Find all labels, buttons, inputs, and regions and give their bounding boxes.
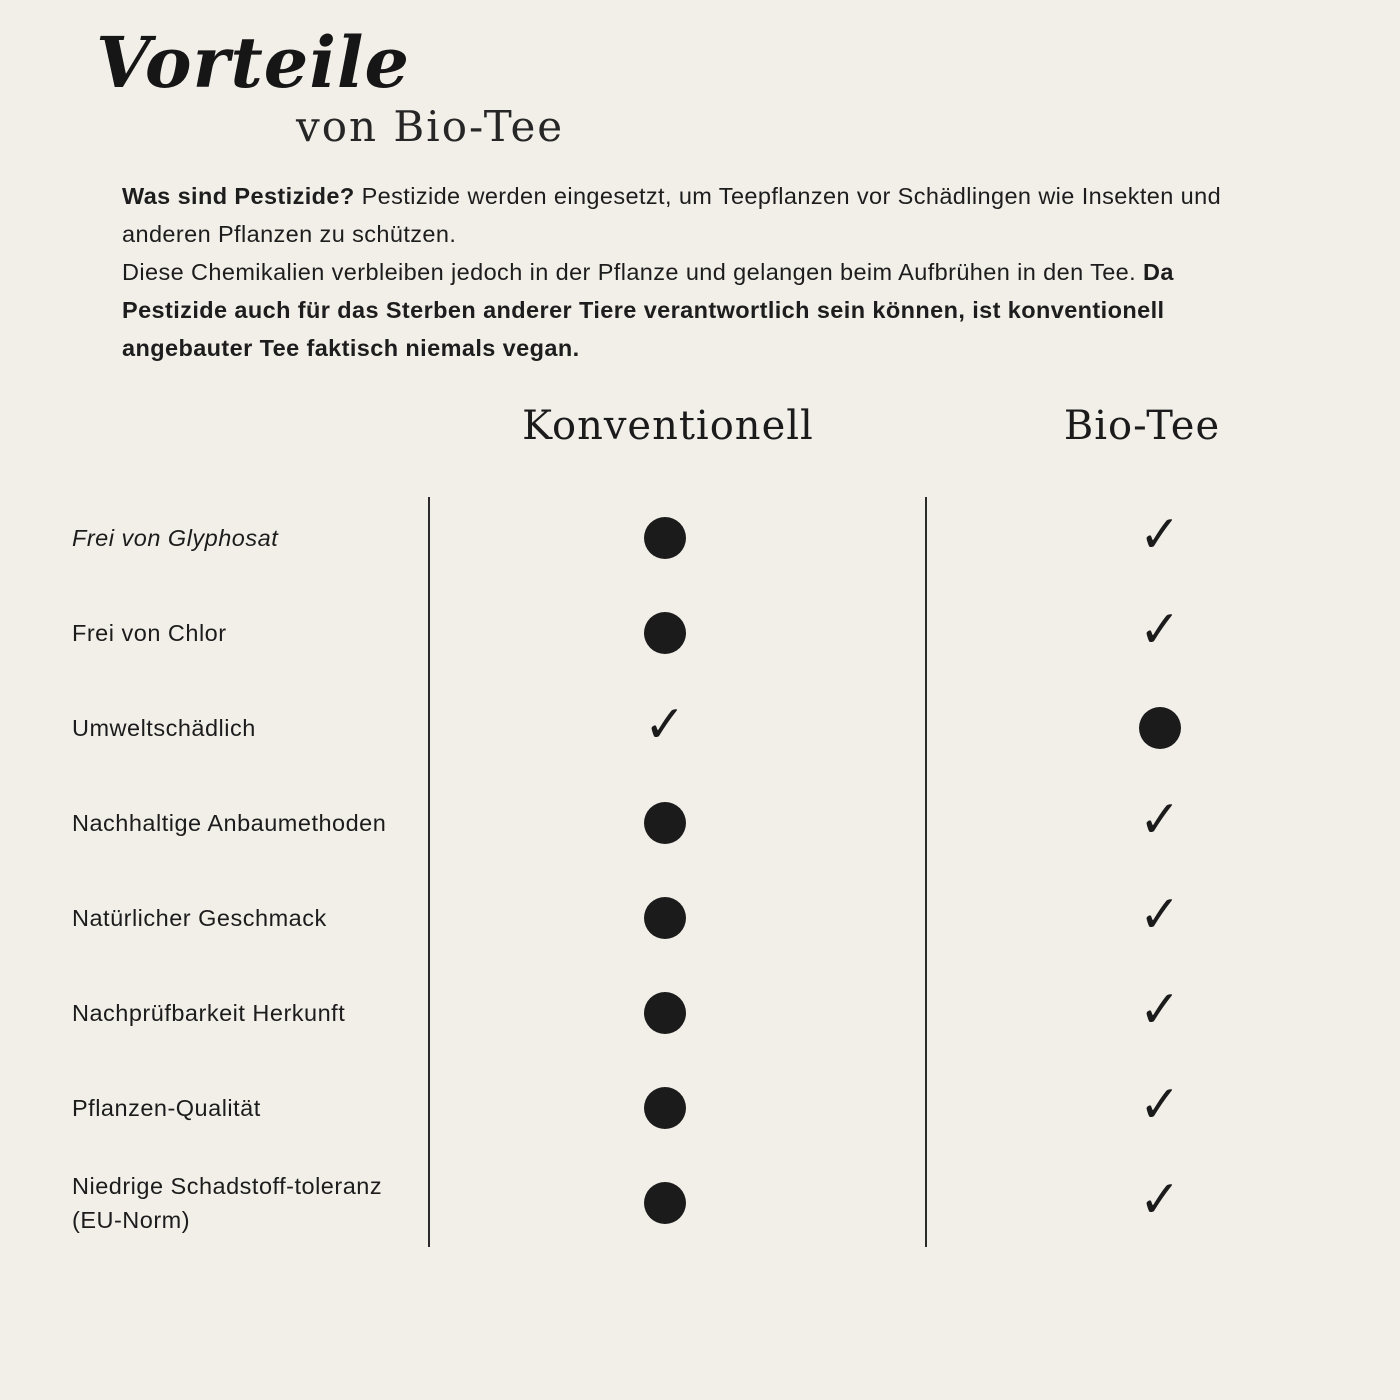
check-glyph: ✓ <box>1139 980 1181 1041</box>
check-glyph: ✓ <box>1139 1170 1181 1231</box>
row-label: Natürlicher Geschmack <box>72 905 327 932</box>
row-label: Frei von Glyphosat <box>72 525 279 552</box>
table-row <box>0 681 1400 776</box>
check-glyph: ✓ <box>1139 505 1181 566</box>
table-rows <box>0 491 1400 1251</box>
column-header-conventional: Konventionell <box>522 402 814 449</box>
table-row <box>0 776 1400 871</box>
dot-shape <box>644 1087 686 1129</box>
header <box>0 0 1400 151</box>
column-header-bio: Bio-Tee <box>1063 402 1221 449</box>
check-glyph: ✓ <box>644 695 686 756</box>
check-glyph: ✓ <box>1139 885 1181 946</box>
table-row <box>0 966 1400 1061</box>
filled-dot-icon <box>630 978 700 1048</box>
intro-paragraph <box>122 177 1282 367</box>
dot-shape <box>644 612 686 654</box>
dot-shape <box>644 897 686 939</box>
table-row <box>0 1061 1400 1156</box>
row-label: Frei von Chlor <box>72 620 227 647</box>
row-label: Nachprüfbarkeit Herkunft <box>72 1000 346 1027</box>
dot-shape <box>1139 707 1181 749</box>
check-mark-icon <box>1125 788 1195 858</box>
dot-shape <box>644 1182 686 1224</box>
filled-dot-icon <box>630 1168 700 1238</box>
intro-bold-2: Da Pestizide auch für das Sterben anderer Tiere verantwortlich sein können, ist konventionell angebauter Tee faktisch niemals vegan. <box>122 258 1174 361</box>
table-row <box>0 586 1400 681</box>
row-label: Umweltschädlich <box>72 715 256 742</box>
filled-dot-icon <box>630 1073 700 1143</box>
check-mark-icon <box>1125 1073 1195 1143</box>
check-mark-icon <box>630 693 700 763</box>
check-glyph: ✓ <box>1139 600 1181 661</box>
check-mark-icon <box>1125 1168 1195 1238</box>
intro-text-1: Pestizide werden eingesetzt, um Teepflanzen vor Schädlingen wie Insekten und anderen Pflanzen zu schützen. <box>122 182 1222 247</box>
check-glyph: ✓ <box>1139 1075 1181 1136</box>
check-mark-icon <box>1125 503 1195 573</box>
check-mark-icon <box>1125 883 1195 953</box>
table-row <box>0 1156 1400 1251</box>
intro-lead: Was sind Pestizide? <box>122 182 355 209</box>
row-label: Nachhaltige Anbaumethoden <box>72 810 387 837</box>
filled-dot-icon <box>630 788 700 858</box>
check-mark-icon <box>1125 978 1195 1048</box>
filled-dot-icon <box>630 883 700 953</box>
page-subtitle: von Bio-Tee <box>296 101 565 151</box>
table-row <box>0 871 1400 966</box>
dot-shape <box>644 517 686 559</box>
filled-dot-icon <box>630 598 700 668</box>
filled-dot-icon <box>630 503 700 573</box>
row-label: Pflanzen-Qualität <box>72 1095 261 1122</box>
table-row <box>0 491 1400 586</box>
check-glyph: ✓ <box>1139 790 1181 851</box>
row-label: Niedrige Schadstoff-toleranz (EU-Norm) <box>72 1173 383 1234</box>
page-title: Vorteile <box>96 21 411 104</box>
intro-text-2: Diese Chemikalien verbleiben jedoch in der Pflanze und gelangen beim Aufbrühen in den Tee. <box>122 258 1144 285</box>
dot-shape <box>644 992 686 1034</box>
dot-shape <box>644 802 686 844</box>
filled-dot-icon <box>1125 693 1195 763</box>
check-mark-icon <box>1125 598 1195 668</box>
comparison-table <box>0 403 1400 1251</box>
table-column-headers <box>0 403 1400 473</box>
